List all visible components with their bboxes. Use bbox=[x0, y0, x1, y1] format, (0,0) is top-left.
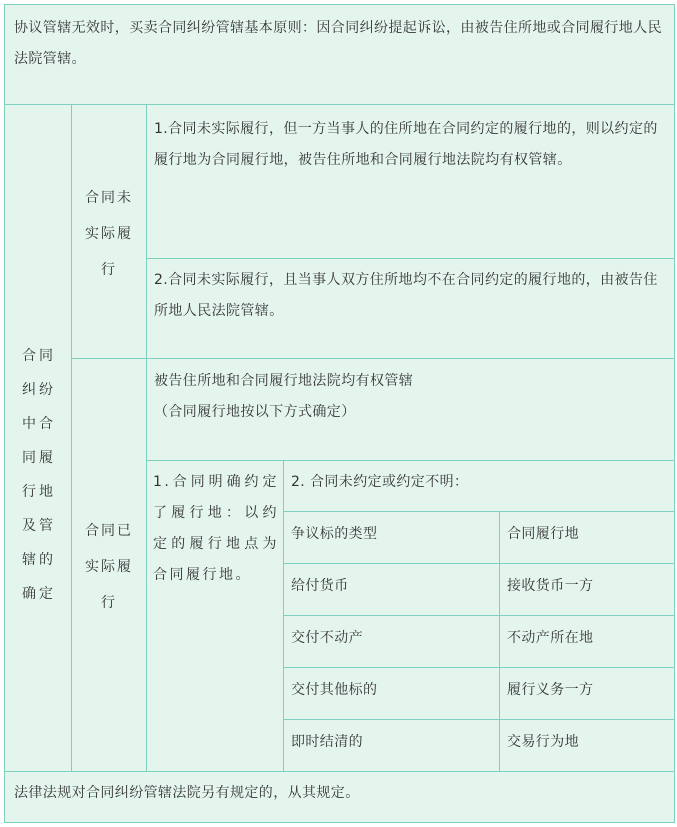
divider bbox=[71, 358, 674, 359]
footer-text: 法律法规对合同纠纷管辖法院另有规定的，从其规定。 bbox=[14, 785, 360, 801]
jurisdiction-table bbox=[4, 4, 675, 823]
not-performed-label: 合同未实际履行 bbox=[85, 190, 133, 278]
divider bbox=[71, 104, 72, 771]
divider bbox=[146, 104, 147, 771]
performed-header-line-2: （合同履行地按以下方式确定） bbox=[154, 404, 356, 420]
not-performed-rule-2: 2.合同未实际履行，且当事人双方住所地均不在合同约定的履行地的，由被告住所地人民法院管辖。 bbox=[154, 272, 658, 319]
table-row-place: 履行义务一方 bbox=[507, 682, 594, 698]
divider bbox=[283, 511, 674, 512]
table-row-subject: 交付其他标的 bbox=[291, 682, 378, 698]
table-row-place: 交易行为地 bbox=[507, 734, 579, 750]
performed-header-line-1: 被告住所地和合同履行地法院均有权管辖 bbox=[154, 373, 414, 389]
divider bbox=[499, 511, 500, 771]
divider bbox=[283, 563, 674, 564]
table-row-place: 不动产所在地 bbox=[507, 630, 594, 646]
divider bbox=[146, 258, 674, 259]
divider bbox=[146, 460, 674, 461]
divider bbox=[283, 719, 674, 720]
left-label: 合同纠纷中合同履行地及管辖的确定 bbox=[22, 348, 56, 602]
table-header-place: 合同履行地 bbox=[507, 526, 579, 542]
not-performed-rule-1: 1.合同未实际履行，但一方当事人的住所地在合同约定的履行地的，则以约定的履行地为合同履行地，被告住所地和合同履行地法院均有权管辖。 bbox=[154, 121, 658, 168]
table-row-subject: 即时结清的 bbox=[291, 734, 363, 750]
table-header-subject: 争议标的类型 bbox=[291, 526, 378, 542]
divider bbox=[5, 771, 674, 772]
clear-place-rule: 1.合同明确约定了履行地：以约定的履行地点为合同履行地。 bbox=[153, 474, 279, 583]
divider bbox=[283, 615, 674, 616]
divider bbox=[283, 667, 674, 668]
table-row-subject: 交付不动产 bbox=[291, 630, 363, 646]
table-row-place: 接收货币一方 bbox=[507, 578, 594, 594]
unclear-place-title: 2. 合同未约定或约定不明： bbox=[291, 474, 469, 490]
table-row-subject: 给付货币 bbox=[291, 578, 349, 594]
performed-label: 合同已实际履行 bbox=[85, 523, 133, 611]
intro-text: 协议管辖无效时，买卖合同纠纷管辖基本原则：因合同纠纷提起诉讼，由被告住所地或合同履行地人民法院管辖。 bbox=[14, 20, 662, 67]
divider bbox=[5, 104, 674, 105]
